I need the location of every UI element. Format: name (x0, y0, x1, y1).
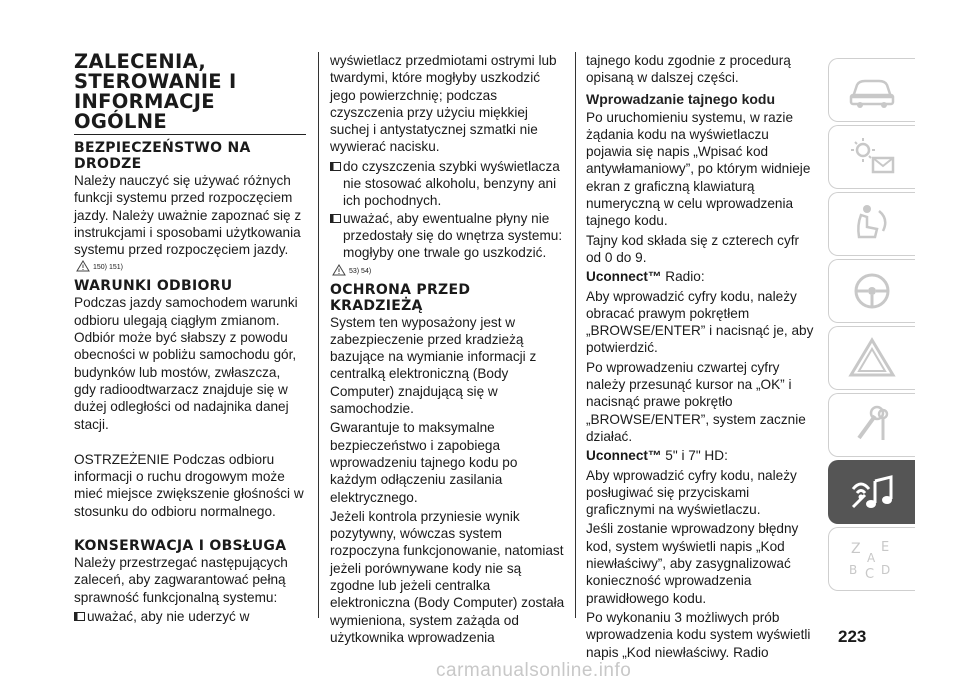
uconnect-model: 5" i 7" HD: (661, 448, 728, 464)
svg-text:A: A (867, 551, 876, 565)
steering-wheel-icon (845, 268, 899, 314)
index-letters-icon (845, 536, 899, 582)
anti-theft-text-1: System ten wyposażony jest w zabezpieczenie przed kradzieżą bazujące na wymianie informacji z centralką elektroniczną (Body Computer) znajdującą się w samochodzie. (330, 314, 537, 417)
section-title-road-safety: BEZPIECZEŃSTWO NA DRODZE (74, 140, 251, 172)
tab-maintenance[interactable] (828, 393, 915, 457)
caution-icon (332, 264, 346, 276)
uconnect-label: Uconnect™ (586, 448, 662, 464)
warning-triangle-icon (845, 335, 899, 381)
code-entry-text-1: Po uruchomieniu systemu, w razie żądania kodu na wyświetlaczu pojawia się napis „Wpisać kod antywłamaniowy”, po którym widnieje ekran z graficzną klawiaturą numeryczną w celu wprowadzenia tajnego kodu. (586, 109, 811, 229)
svg-text:E: E (881, 540, 890, 555)
wrench-key-icon (845, 402, 899, 448)
code-entry-text-6: Jeśli zostanie wprowadzony błędny kod, system wyświetli napis „Kod niewłaściwy”, aby zasygnalizować konieczność wprowadzenia prawidłowego kodu. (586, 521, 799, 606)
tab-car[interactable] (828, 58, 915, 122)
code-entry-text-2: Tajny kod składa się z czterech cyfr od 0 do 9. (586, 232, 800, 265)
tab-driving[interactable] (828, 259, 915, 323)
multimedia-music-icon (845, 469, 899, 515)
list-item-text: uważać, aby nie uderzyć w (87, 608, 250, 624)
tab-emergency[interactable] (828, 326, 915, 390)
code-entry-text-3: Aby wprowadzić cyfry kodu, należy obracać prawym pokrętłem „BROWSE/ENTER” i nacisnąć je, aby potwierdzić. (586, 288, 814, 356)
uconnect-radio-heading (586, 268, 816, 285)
uconnect-model: Radio: (661, 269, 705, 285)
svg-text:D: D (881, 563, 891, 577)
svg-text:B: B (849, 563, 858, 577)
column-3 (586, 52, 816, 663)
column-divider-2 (575, 52, 576, 618)
reception-warning-text: OSTRZEŻENIE Podczas odbioru informacji o ruchu drogowym może mieć miejsce zwiększenie głośności w stosunku do odbioru normalnego. (74, 451, 304, 519)
tab-multimedia[interactable] (828, 460, 915, 524)
bullet-icon (330, 214, 341, 223)
list-item (330, 158, 565, 210)
bullet-icon (74, 612, 85, 621)
section-title-maintenance: KONSERWACJA I OBSŁUGA (74, 538, 287, 555)
section-title-anti-theft: OCHRONA PRZED KRADZIEŻĄ (330, 281, 471, 314)
list-item-text: do czyszczenia szybki wyświetlacza nie stosować alkoholu, benzyny ani ich pochodnych. (343, 158, 560, 209)
warning-numbers: 53) 54) (349, 267, 372, 275)
code-procedure-text: tajnego kodu zgodnie z procedurą opisaną w dalszej części. (586, 53, 791, 86)
tab-index[interactable] (828, 527, 915, 591)
warning-numbers: 150) 151) (93, 264, 123, 272)
car-icon (845, 67, 899, 113)
column-divider-1 (318, 52, 319, 618)
reception-text: Podczas jazdy samochodem warunki odbioru ulegają ciągłym zmianom. Odbiór może być słabszy z powodu obecności w pobliżu samochodu gór, budynków lub mostów, zwłaszcza, gdy radioodtwarzacz znajduje się w dużej odległości od nadajnika danej stacji. (74, 295, 298, 432)
watermark: carmanualsonline.info (436, 660, 632, 681)
road-safety-text: Należy nauczyć się używać różnych funkcji systemu przed rozpoczęciem jazdy. Należy uważnie zapoznać się z instrukcjami i sposobami użytkowania systemu przed rozpoczęciem jazdy. (74, 173, 302, 258)
maintenance-text: Należy przestrzegać następujących zaleceń, aby zagwarantować pełną sprawność funkcjonalną systemu: (74, 555, 288, 605)
chapter-tabs (828, 58, 915, 594)
dashboard-lights-icon (845, 134, 899, 180)
bullet-icon (330, 162, 341, 171)
uconnect-label: Uconnect™ (586, 269, 662, 285)
warning-reference (332, 264, 565, 276)
tab-safety[interactable] (828, 192, 915, 256)
chapter-title: ZALECENIA, STEROWANIE I INFORMACJE OGÓLNE (74, 52, 306, 135)
warning-reference (76, 260, 304, 272)
tab-dashboard[interactable] (828, 125, 915, 189)
maintenance-continued-text: wyświetlacz przedmiotami ostrymi lub twardymi, które mogłyby uszkodzić jego powierzchnię; podczas czyszczenia przy użyciu miękkiej suchej i antystatycznej szmatki nie wywierać nacisku. (330, 53, 557, 155)
subsection-title-code-entry: Wprowadzanie tajnego kodu (586, 90, 776, 107)
section-title-reception: WARUNKI ODBIORU (74, 278, 233, 295)
anti-theft-text-3: Jeżeli kontrola przyniesie wynik pozytywny, wówczas system rozpoczyna funkcjonowanie, natomiast jeżeli porównywane kody nie są zgodne lub jeżeli centralka elektroniczna (Body Computer) została wymieniona, system zażąda od użytkownika wprowadzenia (330, 508, 565, 645)
list-item (330, 210, 565, 262)
column-2 (330, 52, 565, 648)
code-entry-text-5: Aby wprowadzić cyfry kodu, należy posługiwać się przyciskami graficznymi na wyświetlaczu. (586, 467, 797, 518)
list-item (74, 608, 304, 625)
code-entry-text-7: Po wykonaniu 3 możliwych prób wprowadzenia kodu system wyświetli napis „Kod niewłaściwy. Radio (586, 609, 811, 660)
warning-triangle-icon (76, 260, 90, 272)
page-number: 223 (838, 627, 867, 646)
uconnect-hd-heading (586, 447, 816, 464)
column-1 (74, 52, 304, 625)
svg-text:Z: Z (851, 541, 861, 557)
airbag-seat-icon (845, 201, 899, 247)
svg-text:C: C (865, 567, 875, 582)
anti-theft-text-2: Gwarantuje to maksymalne bezpieczeństwo i zapobiega wprowadzeniu tajnego kodu po każdym odłączeniu zasilania elektrycznego. (330, 420, 518, 505)
code-entry-text-4: Po wprowadzeniu czwartej cyfry należy przesunąć kursor na „OK” i nacisnąć prawe pokrętło „BROWSE/ENTER”, system zacznie działać. (586, 359, 806, 444)
list-item-text: uważać, aby ewentualne płyny nie przedostały się do wnętrza systemu: mogłyby one trwale go uszkodzić. (343, 210, 563, 261)
